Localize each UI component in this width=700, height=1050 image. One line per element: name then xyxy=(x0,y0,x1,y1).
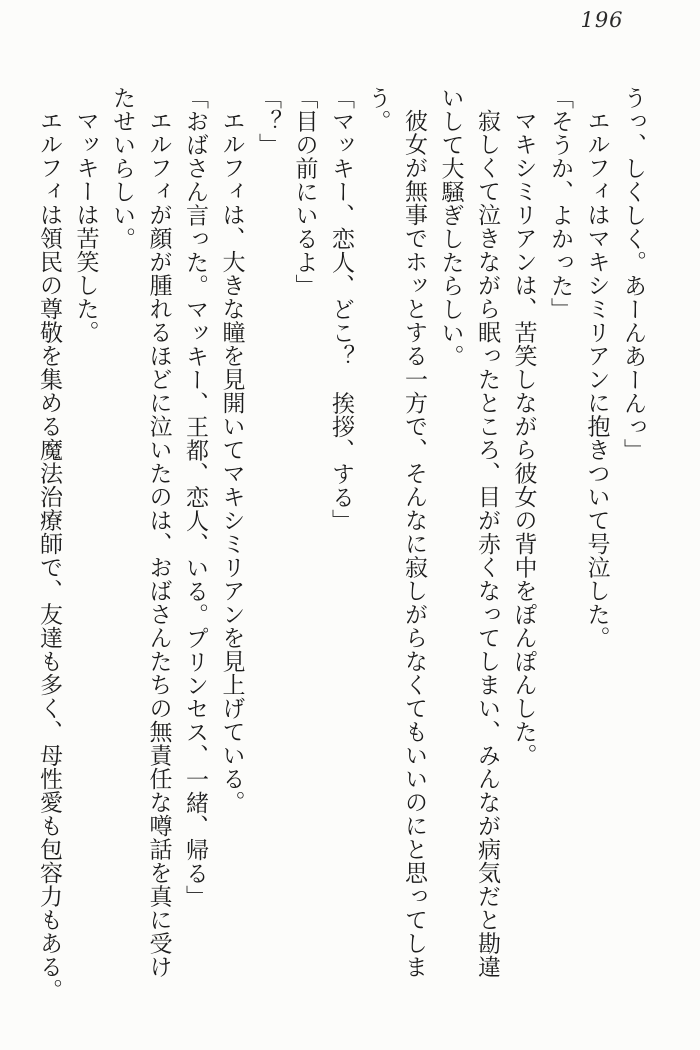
page-number: 196 xyxy=(580,8,624,32)
text-line: エルフィはマキシミリアンに抱きついて号泣した。 xyxy=(583,109,610,650)
text-line: たせいらしい。 xyxy=(109,86,135,251)
text-line: 「マッキー、恋人、どこ？ 挨拶、する」 xyxy=(328,86,354,533)
text-line: エルフィが顔が腫れるほどに泣いたのは、おばさんたちの無責任な噂話を真に受け xyxy=(145,109,172,979)
text-line: う。 xyxy=(364,86,391,133)
text-line: うっ、しくしく。あーんあーんっ」 xyxy=(620,86,646,462)
text-line: エルフィは、大きな瞳を見開いてマキシミリアンを見上げている。 xyxy=(218,109,245,814)
text-line: マッキーは苦笑した。 xyxy=(72,109,99,344)
text-line: 「おばさん言った。マッキー、王都、恋人、いる。プリンセス、一緒、帰る」 xyxy=(182,86,208,909)
text-line: 寂しくて泣きながら眠ったところ、目が赤くなってしまい、みんなが病気だと勘違 xyxy=(474,109,500,979)
text-line: 「そうか、よかった」 xyxy=(547,86,573,321)
text-line: いして大騒ぎしたらしい。 xyxy=(437,86,464,368)
text-line: 「目の前にいるよ」 xyxy=(291,86,318,298)
text-line: エルフィは領民の尊敬を集める魔法治療師で、友達も多く、母性愛も包容力もある。 xyxy=(36,109,62,1002)
novel-text-block xyxy=(31,86,652,1031)
text-line: 彼女が無事でホッとする一方で、そんなに寂しがらなくてもいいのにと思ってしま xyxy=(401,109,427,979)
text-line: 「？」 xyxy=(255,86,281,157)
text-line: マキシミリアンは、苦笑しながら彼女の背中をぽんぽんした。 xyxy=(510,109,537,767)
